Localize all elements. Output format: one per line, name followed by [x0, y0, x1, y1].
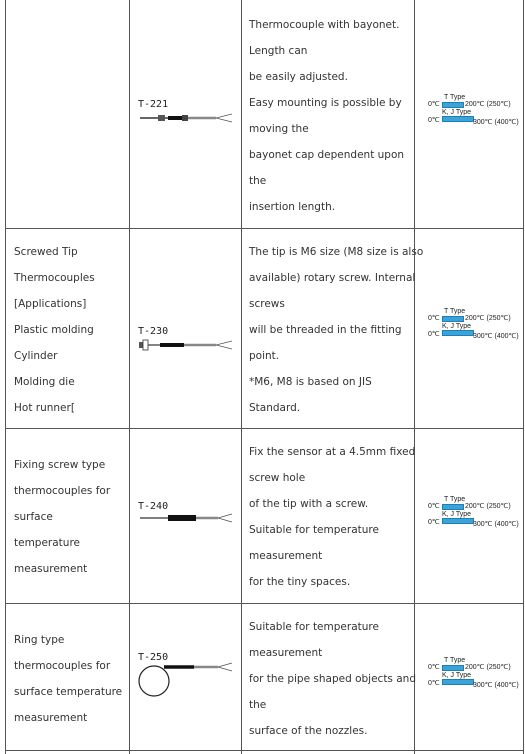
- model-number: T-221: [138, 99, 169, 110]
- kj-type-label: K, J Type: [442, 109, 472, 116]
- product-name-line: measurement: [14, 563, 88, 575]
- zero-label: 0℃: [428, 503, 440, 510]
- description-line: moving the: [249, 123, 309, 135]
- t-type-range-bar: [442, 316, 464, 322]
- row-divider: [5, 750, 524, 751]
- description-line: for the tiny spaces.: [249, 576, 351, 588]
- kj-type-range-bar: [442, 679, 474, 685]
- t-type-label: T Type: [444, 496, 466, 503]
- description-line: for the pipe shaped objects and: [249, 673, 416, 685]
- description-line: be easily adjusted.: [249, 71, 348, 83]
- column-divider: [414, 0, 415, 754]
- description-line: insertion length.: [249, 201, 336, 213]
- row-divider: [5, 228, 524, 229]
- description-line: screws: [249, 298, 285, 310]
- description-line: surface of the nozzles.: [249, 725, 368, 737]
- description-line: Easy mounting is possible by: [249, 97, 402, 109]
- row-divider: [5, 603, 524, 604]
- t-type-max-label: 200℃ (250℃): [465, 315, 511, 322]
- kj-type-label: K, J Type: [442, 672, 472, 679]
- product-name-line: Fixing screw type: [14, 459, 106, 471]
- description-line: Standard.: [249, 402, 301, 414]
- ring-probe-image: [136, 660, 234, 700]
- description-line: will be threaded in the fitting: [249, 324, 402, 336]
- column-divider: [241, 0, 242, 754]
- kj-type-max-label: 300℃ (400℃): [473, 119, 519, 126]
- kj-type-range-bar: [442, 518, 474, 524]
- t-type-label: T Type: [444, 657, 466, 664]
- t-type-range-bar: [442, 504, 464, 510]
- description-line: measurement: [249, 550, 323, 562]
- description-line: Fix the sensor at a 4.5mm fixed: [249, 446, 416, 458]
- product-name-line: Hot runner[: [14, 402, 75, 414]
- product-name-line: measurement: [14, 712, 88, 724]
- zero-label: 0℃: [428, 680, 440, 687]
- temperature-range-graphic: [428, 496, 524, 536]
- description-line: of the tip with a screw.: [249, 498, 369, 510]
- zero-label: 0℃: [428, 101, 440, 108]
- temperature-range-graphic: [428, 94, 524, 134]
- description-line: Length can: [249, 45, 308, 57]
- column-divider: [129, 0, 130, 754]
- description-line: measurement: [249, 647, 323, 659]
- t-type-range-bar: [442, 665, 464, 671]
- product-name-line: surface: [14, 511, 53, 523]
- temperature-range-graphic: [428, 308, 524, 348]
- description-line: *M6, M8 is based on JIS: [249, 376, 372, 388]
- bayonet-probe-image: [138, 111, 234, 125]
- model-number: T-230: [138, 326, 169, 337]
- product-name-line: thermocouples for: [14, 485, 111, 497]
- product-name-line: [Applications]: [14, 298, 87, 310]
- fixing-screw-probe-image: [138, 511, 234, 525]
- product-name-line: Cylinder: [14, 350, 58, 362]
- description-line: bayonet cap dependent upon: [249, 149, 405, 161]
- description-line: Thermocouple with bayonet.: [249, 19, 400, 31]
- description-line: Suitable for temperature: [249, 524, 379, 536]
- product-name-line: temperature: [14, 537, 80, 549]
- temperature-range-graphic: [428, 657, 524, 697]
- description-line: Suitable for temperature: [249, 621, 379, 633]
- kj-type-max-label: 300℃ (400℃): [473, 682, 519, 689]
- kj-type-label: K, J Type: [442, 323, 472, 330]
- description-line: the: [249, 175, 267, 187]
- product-name-line: surface temperature: [14, 686, 123, 698]
- product-name-line: Screwed Tip: [14, 246, 78, 258]
- t-type-max-label: 200℃ (250℃): [465, 101, 511, 108]
- table-border-left: [5, 0, 6, 754]
- product-name-line: Molding die: [14, 376, 75, 388]
- product-name-line: Plastic molding: [14, 324, 94, 336]
- t-type-max-label: 200℃ (250℃): [465, 664, 511, 671]
- screw-tip-probe-image: [138, 338, 234, 352]
- zero-label: 0℃: [428, 117, 440, 124]
- kj-type-range-bar: [442, 330, 474, 336]
- zero-label: 0℃: [428, 519, 440, 526]
- t-type-label: T Type: [444, 308, 466, 315]
- description-line: available) rotary screw. Internal: [249, 272, 416, 284]
- description-line: the: [249, 699, 267, 711]
- t-type-range-bar: [442, 102, 464, 108]
- zero-label: 0℃: [428, 664, 440, 671]
- description-line: screw hole: [249, 472, 306, 484]
- kj-type-label: K, J Type: [442, 511, 472, 518]
- t-type-label: T Type: [444, 94, 466, 101]
- t-type-max-label: 200℃ (250℃): [465, 503, 511, 510]
- product-name-line: Ring type: [14, 634, 65, 646]
- zero-label: 0℃: [428, 331, 440, 338]
- zero-label: 0℃: [428, 315, 440, 322]
- row-divider: [5, 428, 524, 429]
- product-name-line: Thermocouples: [14, 272, 95, 284]
- description-line: The tip is M6 size (M8 size is also: [249, 246, 424, 258]
- kj-type-range-bar: [442, 116, 474, 122]
- description-line: point.: [249, 350, 280, 362]
- model-number: T-240: [138, 501, 169, 512]
- model-number: T-250: [138, 652, 169, 663]
- product-name-line: thermocouples for: [14, 660, 111, 672]
- kj-type-max-label: 300℃ (400℃): [473, 333, 519, 340]
- kj-type-max-label: 300℃ (400℃): [473, 521, 519, 528]
